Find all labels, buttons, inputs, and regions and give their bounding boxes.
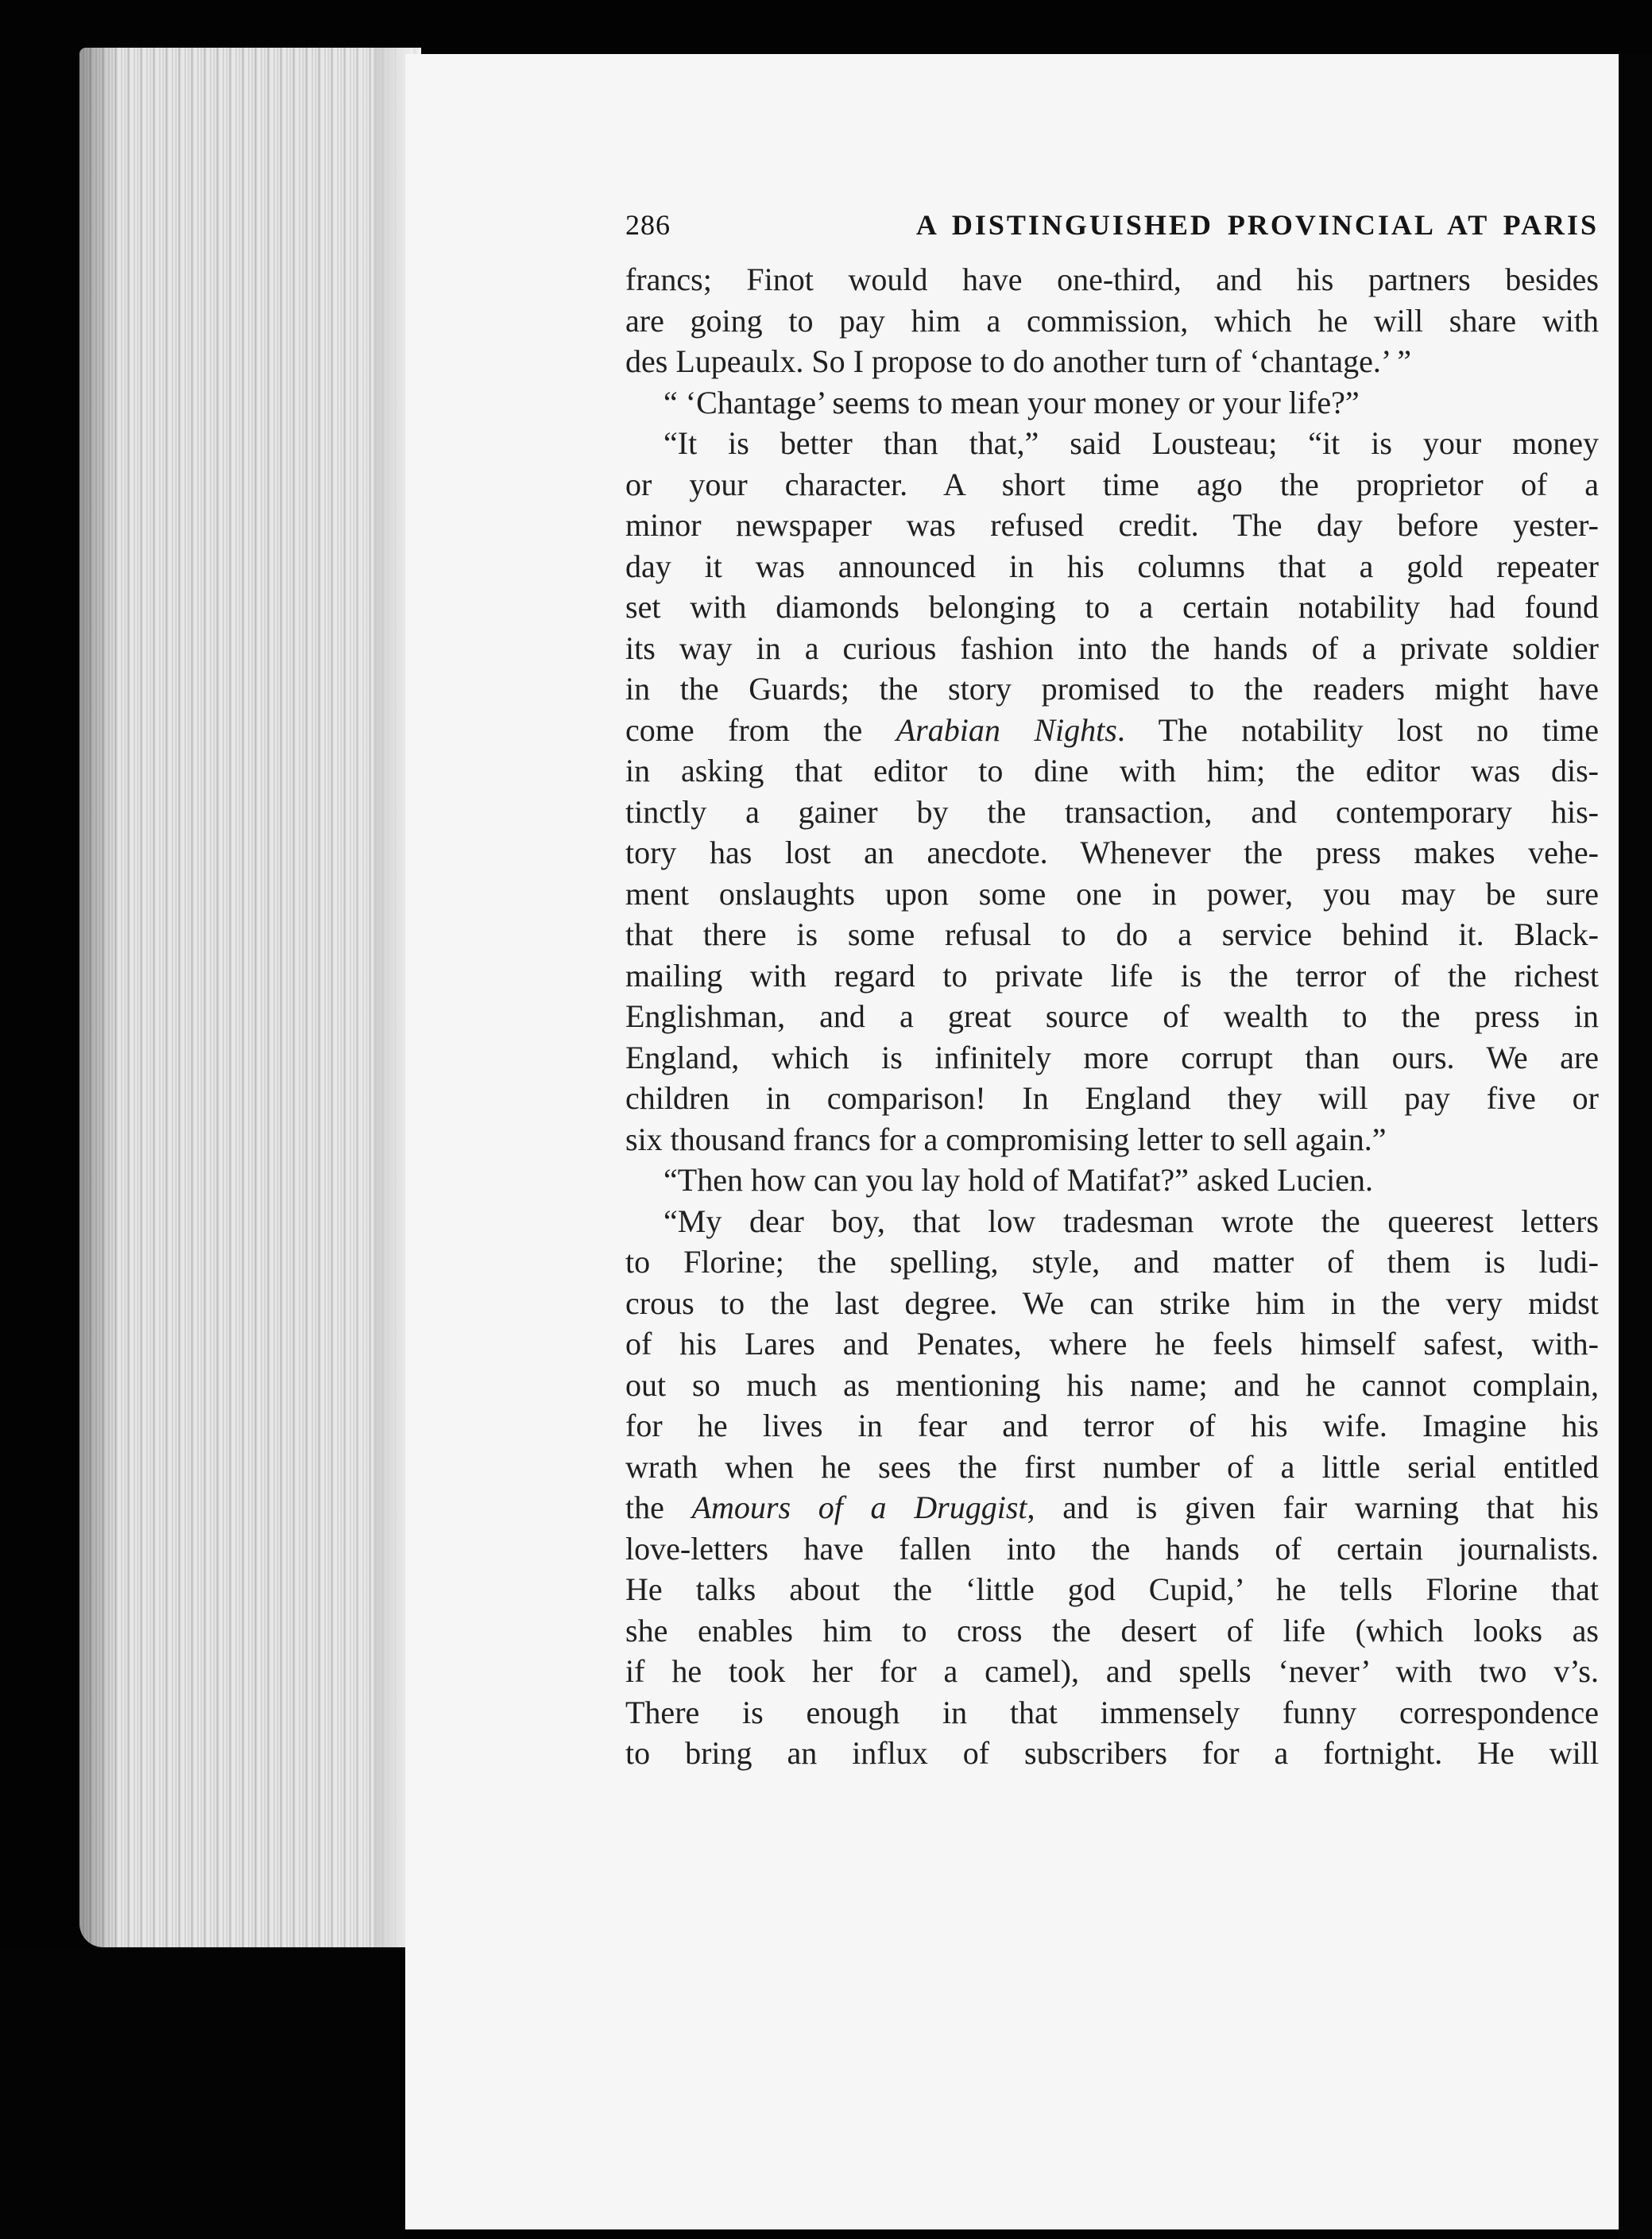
- text-line: wrath when he sees the first number of a little serial entitled: [625, 1448, 1599, 1485]
- text-line: Englishman, and a great source of wealth to the press in: [625, 998, 1599, 1034]
- text-line: ment onslaughts upon some one in power, you may be sure: [625, 875, 1599, 912]
- text-line: if he took her for a camel), and spells ‘never’ with two v’s.: [625, 1653, 1599, 1689]
- text-line: come from the Arabian Nights. The notability lost no time: [625, 711, 1600, 748]
- text-line: “Then how can you lay hold of Matifat?” asked Lucien.: [664, 1162, 1374, 1198]
- text-line: des Lupeaulx. So I propose to do another turn of ‘chantage.’ ”: [625, 343, 1411, 379]
- text-line: the Amours of a Druggist, and is given fair warning that his: [625, 1489, 1600, 1525]
- text-line: England, which is infinitely more corrupt than ours. We are: [625, 1039, 1599, 1075]
- text-line: set with diamonds belonging to a certain notability had found: [625, 589, 1599, 625]
- text-line: There is enough in that immensely funny correspondence: [625, 1694, 1599, 1730]
- text-line: mailing with regard to private life is the terror of the richest: [625, 957, 1599, 994]
- text-line: or your character. A short time ago the proprietor of a: [625, 466, 1599, 502]
- text-line: “It is better than that,” said Lousteau; “it is your money: [664, 425, 1599, 461]
- text-line: tinctly a gainer by the transaction, and contemporary his-: [625, 793, 1599, 830]
- page-number: 286: [625, 209, 671, 241]
- text-line: of his Lares and Penates, where he feels himself safest, with-: [625, 1326, 1599, 1362]
- text-line: day it was announced in his columns that a gold repeater: [625, 548, 1599, 584]
- text-line: crous to the last degree. We can strike him in the very midst: [625, 1284, 1599, 1321]
- italic-title: Amours of a Druggist: [691, 1489, 1027, 1525]
- italic-title: Arabian Nights: [896, 711, 1117, 748]
- text-line: in asking that editor to dine with him; the editor was dis-: [625, 753, 1599, 788]
- text-line: to Florine; the spelling, style, and matter of them is ludi-: [625, 1244, 1599, 1280]
- text-line: He talks about the ‘little god Cupid,’ he tells Florine that: [625, 1571, 1599, 1607]
- running-head: [625, 208, 1599, 259]
- text-line: for he lives in fear and terror of his wife. Imagine his: [625, 1408, 1599, 1443]
- text-line: minor newspaper was refused credit. The day before yester-: [625, 507, 1599, 543]
- text-line: francs; Finot would have one-third, and his partners besides: [625, 261, 1599, 297]
- text-line: “ ‘Chantage’ seems to mean your money or your life?”: [664, 384, 1360, 420]
- text-line: children in comparison! In England they will pay five or: [625, 1080, 1599, 1116]
- text-line: out so much as mentioning his name; and he cannot complain,: [625, 1366, 1599, 1403]
- text-line: to bring an influx of subscribers for a fortnight. He will: [625, 1735, 1599, 1771]
- text-block: [625, 208, 1599, 1774]
- text-line: six thousand francs for a compromising letter to sell again.”: [625, 1121, 1387, 1157]
- scan-border-right: [1619, 54, 1652, 2239]
- text-line: are going to pay him a commission, which he will share with: [625, 302, 1599, 339]
- text-line: that there is some refusal to do a service behind it. Black-: [625, 916, 1599, 952]
- text-line: love-letters have fallen into the hands of certain journalists.: [625, 1530, 1599, 1567]
- text-line: tory has lost an anecdote. Whenever the press makes vehe-: [625, 835, 1599, 870]
- text-line: in the Guards; the story promised to the readers might have: [625, 671, 1599, 707]
- text-line: she enables him to cross the desert of life (which looks as: [625, 1612, 1599, 1648]
- text-line: “My dear boy, that low tradesman wrote the queerest letters: [664, 1203, 1599, 1239]
- scan-border-bottom-left: [0, 1947, 405, 2239]
- page-edges-fore-edge: [79, 48, 413, 1947]
- text-line: its way in a curious fashion into the hands of a private soldier: [625, 629, 1599, 666]
- running-title: A DISTINGUISHED PROVINCIAL AT PARIS: [915, 209, 1599, 241]
